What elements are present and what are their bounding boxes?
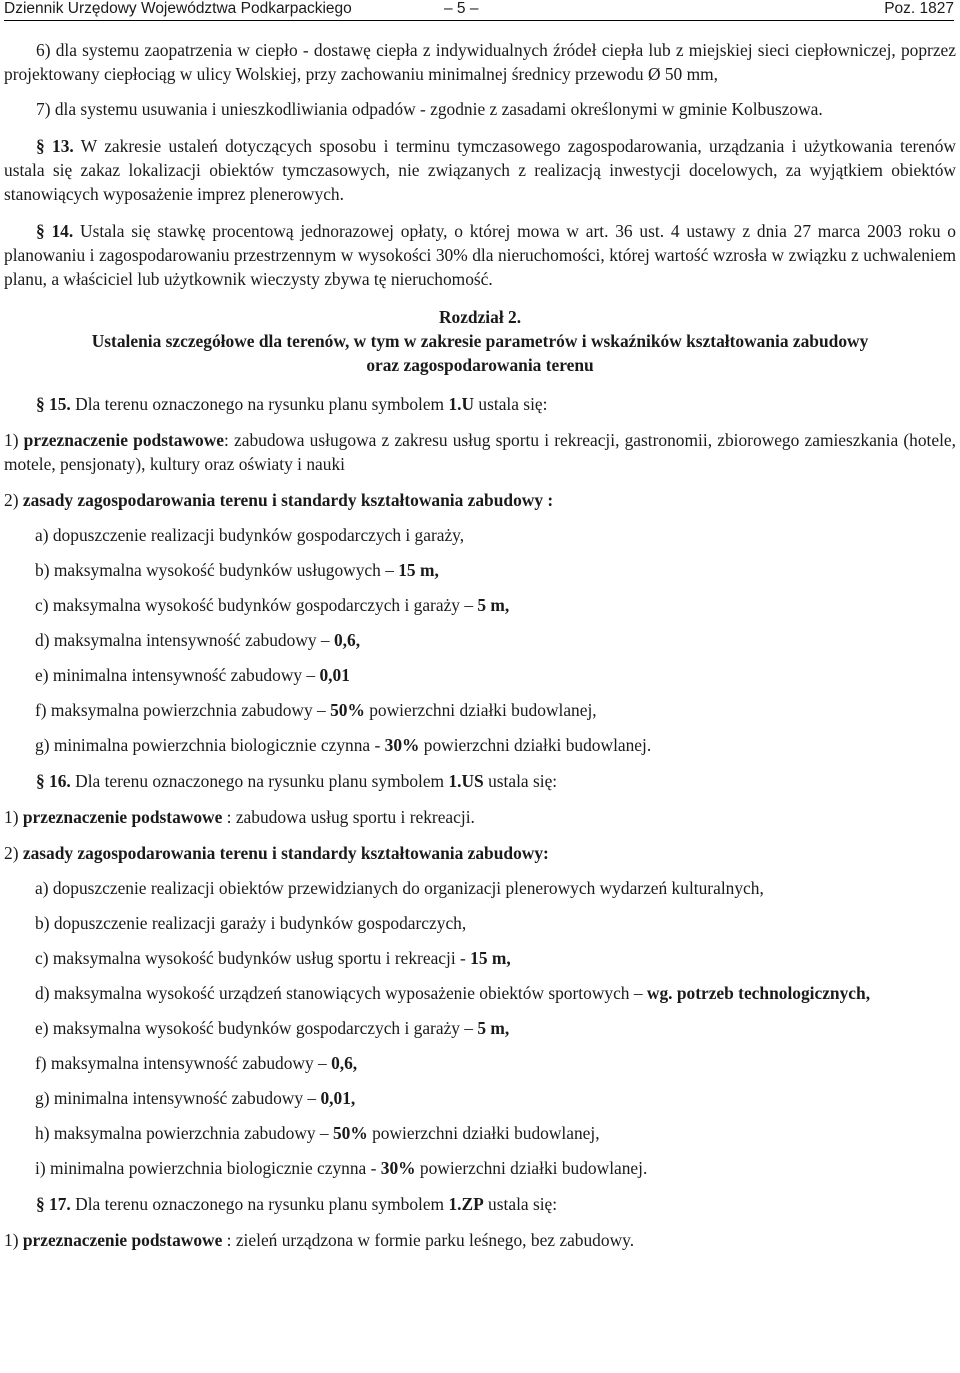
s16-item-f bbox=[4, 1051, 956, 1075]
chapter-heading: Rozdział 2. bbox=[438, 307, 522, 327]
section-text: Ustala się stawkę procentową jednorazowej opłaty, o której mowa w art. 36 ust. 4 ustawy z dnia 27 marca 2003 roku o planowaniu i zagospodarowaniu przestrzennym w wysokości 30% dla nieruchomości, której wartość wzrosła w związku z uchwaleniem planu, a właściciel lub użytkownik wieczysty zbywa tę nieruchomość. bbox=[4, 221, 957, 289]
section-number: § 14. bbox=[36, 221, 74, 241]
item-value: 50% bbox=[332, 1123, 368, 1143]
s15-item-a: a) dopuszczenie realizacji budynków gospodarczych i garaży, bbox=[35, 525, 465, 545]
item-prefix: 2) bbox=[4, 843, 23, 863]
point-6: 6) dla systemu zaopatrzenia w ciepło - dostawę ciepła z indywidualnych źródeł ciepła lub z miejskiej sieci ciepłowniczej, poprzez projektowany ciepłociąg w ulicy Wolskiej, przy zachowaniu minimalnej średnicy przewodu Ø 50 mm, bbox=[4, 40, 956, 84]
s16-item-1 bbox=[4, 805, 956, 829]
item-prefix: 1) bbox=[4, 430, 24, 450]
item-value: 15 m, bbox=[470, 948, 511, 968]
item-text: d) maksymalna intensywność zabudowy – bbox=[35, 630, 334, 650]
item-value: 0,01, bbox=[320, 1088, 356, 1108]
item-text: : zabudowa usługowa z zakresu usług sportu i rekreacji, gastronomii, zbiorowego zamieszkania (hotele, motele, pensjonaty), kultury oraz oświaty i nauki bbox=[4, 430, 956, 474]
item-value: 0,6, bbox=[331, 1053, 358, 1073]
item-text: g) minimalna intensywność zabudowy – bbox=[35, 1088, 321, 1108]
s15-item-g bbox=[4, 733, 956, 757]
s16-item-a: a) dopuszczenie realizacji obiektów przewidzianych do organizacji plenerowych wydarzeń kulturalnych, bbox=[35, 878, 764, 898]
paragraph-13 bbox=[4, 134, 956, 206]
item-label: zasady zagospodarowania terenu i standardy kształtowania zabudowy : bbox=[22, 490, 554, 510]
section-number: § 13. bbox=[36, 136, 74, 156]
item-value: 5 m, bbox=[477, 595, 510, 615]
item-tail: powierzchni działki budowlanej, bbox=[367, 1123, 600, 1143]
section-lead: Dla terenu oznaczonego na rysunku planu symbolem bbox=[70, 394, 449, 414]
section-number: § 15. bbox=[36, 394, 71, 414]
item-value: 50% bbox=[330, 700, 365, 720]
item-prefix: 1) bbox=[4, 807, 23, 827]
s16-item-g bbox=[4, 1086, 956, 1110]
s16-item-i bbox=[4, 1156, 956, 1180]
chapter-title-line-2: oraz zagospodarowania terenu bbox=[366, 355, 594, 375]
journal-title: Dziennik Urzędowy Województwa Podkarpackiego bbox=[4, 0, 352, 17]
s16-item-h bbox=[4, 1121, 956, 1145]
section-tail: ustala się: bbox=[474, 394, 548, 414]
item-text: c) maksymalna wysokość budynków gospodarczych i garaży – bbox=[35, 595, 478, 615]
item-text: g) minimalna powierzchnia biologicznie czynna - bbox=[35, 735, 385, 755]
item-tail: powierzchni działki budowlanej. bbox=[419, 735, 652, 755]
s15-item-c bbox=[4, 593, 956, 617]
item-text: d) maksymalna wysokość urządzeń stanowiących wyposażenie obiektów sportowych – bbox=[35, 983, 647, 1003]
item-tail: powierzchni działki budowlanej. bbox=[415, 1158, 648, 1178]
item-value: 0,6, bbox=[333, 630, 361, 650]
s15-item-d bbox=[4, 628, 956, 652]
paragraph-15 bbox=[4, 392, 956, 416]
paragraph-17 bbox=[4, 1192, 956, 1216]
s16-item-2 bbox=[4, 841, 956, 865]
item-label: przeznaczenie podstawowe bbox=[22, 1230, 223, 1250]
item-text: f) maksymalna intensywność zabudowy – bbox=[35, 1053, 332, 1073]
item-value: 5 m, bbox=[477, 1018, 510, 1038]
s15-item-f bbox=[4, 698, 956, 722]
document-body bbox=[4, 38, 956, 1252]
item-tail: powierzchni działki budowlanej, bbox=[364, 700, 597, 720]
area-symbol: 1.US bbox=[448, 771, 484, 791]
paragraph-14 bbox=[4, 219, 956, 291]
s15-item-b bbox=[4, 558, 956, 582]
s15-item-1 bbox=[4, 428, 956, 476]
s16-item-c bbox=[4, 946, 956, 970]
s17-item-1 bbox=[4, 1228, 956, 1252]
page-header bbox=[4, 0, 954, 21]
item-text: i) minimalna powierzchnia biologicznie czynna - bbox=[35, 1158, 381, 1178]
section-lead: Dla terenu oznaczonego na rysunku planu symbolem bbox=[70, 771, 449, 791]
s15-item-2 bbox=[4, 488, 956, 512]
item-label: przeznaczenie podstawowe bbox=[23, 430, 224, 450]
area-symbol: 1.ZP bbox=[448, 1194, 484, 1214]
item-value: 30% bbox=[380, 1158, 416, 1178]
item-prefix: 1) bbox=[4, 1230, 23, 1250]
item-text: e) maksymalna wysokość budynków gospodarczych i garaży – bbox=[35, 1018, 478, 1038]
item-text: c) maksymalna wysokość budynków usług sportu i rekreacji - bbox=[35, 948, 471, 968]
s15-item-e bbox=[4, 663, 956, 687]
s16-item-e bbox=[4, 1016, 956, 1040]
item-value: 30% bbox=[384, 735, 420, 755]
item-prefix: 2) bbox=[4, 490, 23, 510]
section-text: W zakresie ustaleń dotyczących sposobu i terminu tymczasowego zagospodarowania, urządzania i użytkowania terenów ustala się zakaz lokalizacji obiektów tymczasowych, nie związanych z realizacją inwestycji docelowych, za wyjątkiem obiektów stanowiących wyposażenie imprez plenerowych. bbox=[4, 136, 956, 204]
page-marker: – 5 – bbox=[444, 0, 479, 17]
item-text: b) maksymalna wysokość budynków usługowych – bbox=[35, 560, 399, 580]
item-value: wg. potrzeb technologicznych, bbox=[646, 983, 871, 1003]
s16-item-d bbox=[4, 981, 956, 1005]
area-symbol: 1.U bbox=[448, 394, 475, 414]
s16-item-b: b) dopuszczenie realizacji garaży i budynków gospodarczych, bbox=[35, 913, 467, 933]
item-text: h) maksymalna powierzchnia zabudowy – bbox=[35, 1123, 333, 1143]
paragraph-16 bbox=[4, 769, 956, 793]
section-tail: ustala się: bbox=[483, 771, 558, 791]
section-number: § 17. bbox=[36, 1194, 71, 1214]
position-number: Poz. 1827 bbox=[884, 0, 954, 17]
chapter-title-line-1: Ustalenia szczegółowe dla terenów, w tym w zakresie parametrów i wskaźników kształtowania zabudowy bbox=[91, 331, 869, 351]
section-lead: Dla terenu oznaczonego na rysunku planu symbolem bbox=[70, 1194, 449, 1214]
section-number: § 16. bbox=[36, 771, 71, 791]
item-value: 15 m, bbox=[398, 560, 439, 580]
point-7: 7) dla systemu usuwania i unieszkodliwiania odpadów - zgodnie z zasadami określonymi w gminie Kolbuszowa. bbox=[36, 99, 823, 119]
item-text: : zieleń urządzona w formie parku leśnego, bez zabudowy. bbox=[222, 1230, 635, 1250]
item-text: f) maksymalna powierzchnia zabudowy – bbox=[35, 700, 331, 720]
item-label: przeznaczenie podstawowe bbox=[22, 807, 223, 827]
item-label: zasady zagospodarowania terenu i standardy kształtowania zabudowy: bbox=[22, 843, 549, 863]
item-text: : zabudowa usług sportu i rekreacji. bbox=[222, 807, 475, 827]
item-value: 0,01 bbox=[319, 665, 350, 685]
item-text: e) minimalna intensywność zabudowy – bbox=[35, 665, 320, 685]
section-tail: ustala się: bbox=[483, 1194, 558, 1214]
